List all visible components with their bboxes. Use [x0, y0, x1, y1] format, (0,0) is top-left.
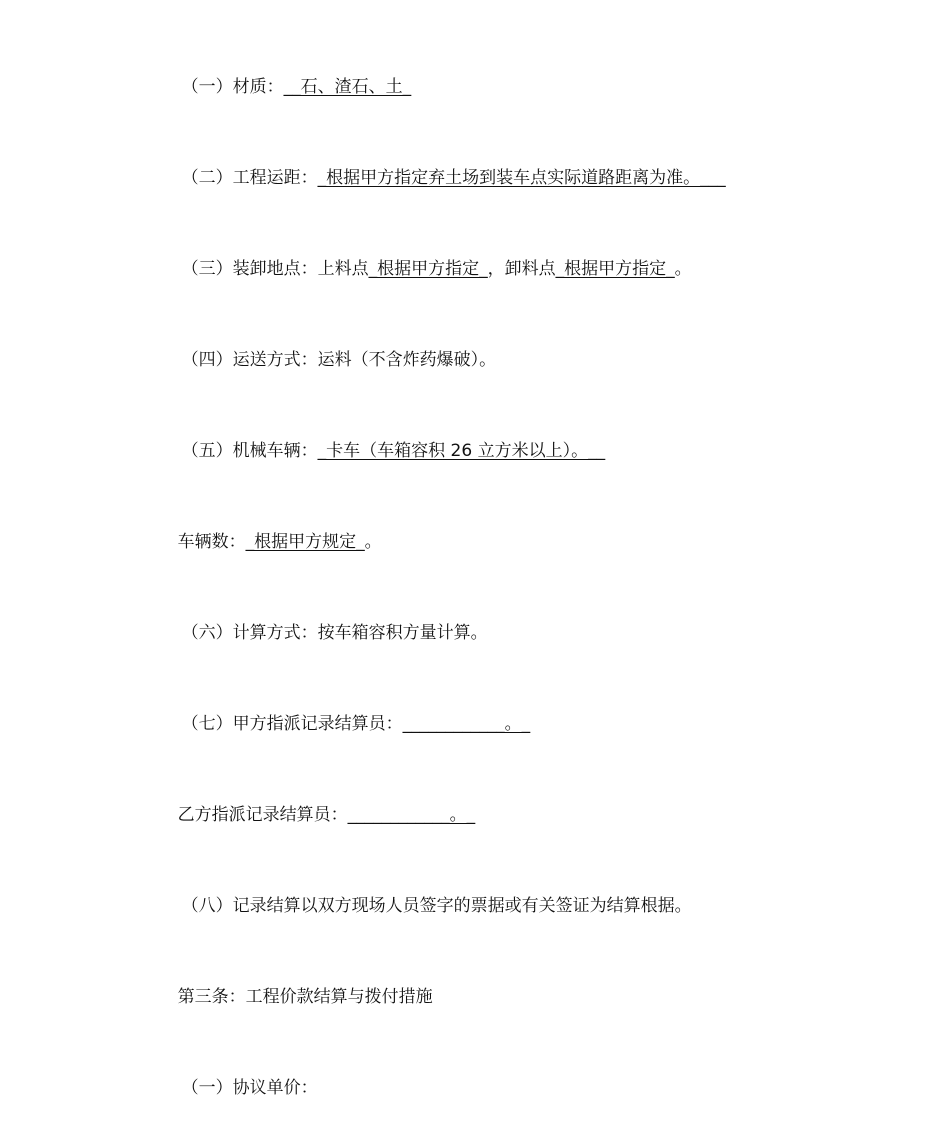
settlement-basis-text: （八）记录结算以双方现场人员签字的票据或有关签证为结算根据。 [181, 896, 692, 916]
vehicle-label: （五）机械车辆： [181, 441, 318, 461]
vehicle-count-value: _根据甲方规定_ [245, 532, 365, 552]
material-value: __石、渣石、土_ [283, 77, 412, 97]
party-b-clerk-label: 乙方指派记录结算员： [177, 805, 348, 825]
loading-location-label: （三）装卸地点：上料点 [181, 259, 369, 279]
transport-method-line [160, 327, 497, 370]
transport-method-text: （四）运送方式：运料（不含炸药爆破）。 [181, 350, 497, 370]
unit-price-label: （一）协议单价： [181, 1078, 318, 1098]
calculation-method-text: （六）计算方式：按车箱容积方量计算。 [181, 623, 488, 643]
distance-label: （二）工程运距： [181, 168, 318, 188]
party-a-clerk-blank: ____________。_ [402, 714, 531, 734]
vehicle-value: _卡车（车箱容积 26 立方米以上）。__ [317, 441, 606, 461]
settlement-basis-line [160, 873, 692, 916]
party-a-clerk-line [160, 691, 531, 734]
vehicle-count-line [156, 509, 382, 552]
calculation-method-line [160, 600, 488, 643]
unloading-point-value: _根据甲方指定_ [555, 259, 675, 279]
material-label: （一）材质： [181, 77, 284, 97]
party-a-clerk-label: （七）甲方指派记录结算员： [181, 714, 403, 734]
unloading-point-label: ，卸料点 [487, 259, 556, 279]
loading-location-suffix: 。 [674, 259, 692, 279]
vehicle-count-suffix: 。 [364, 532, 382, 552]
party-b-clerk-blank: ____________。_ [347, 805, 476, 825]
party-b-clerk-line [156, 782, 476, 825]
vehicle-line [160, 418, 606, 461]
article-three-title: 第三条：工程价款结算与拨付措施 [177, 987, 433, 1007]
vehicle-count-label: 车辆数： [177, 532, 246, 552]
loading-point-value: _根据甲方指定_ [368, 259, 488, 279]
distance-line [160, 145, 726, 188]
distance-value: _根据甲方指定弃土场到装车点实际道路距离为准。___ [317, 168, 726, 188]
article-three-heading [156, 964, 433, 1007]
loading-location-line [160, 236, 692, 279]
material-line [160, 54, 412, 97]
unit-price-line [160, 1055, 318, 1098]
